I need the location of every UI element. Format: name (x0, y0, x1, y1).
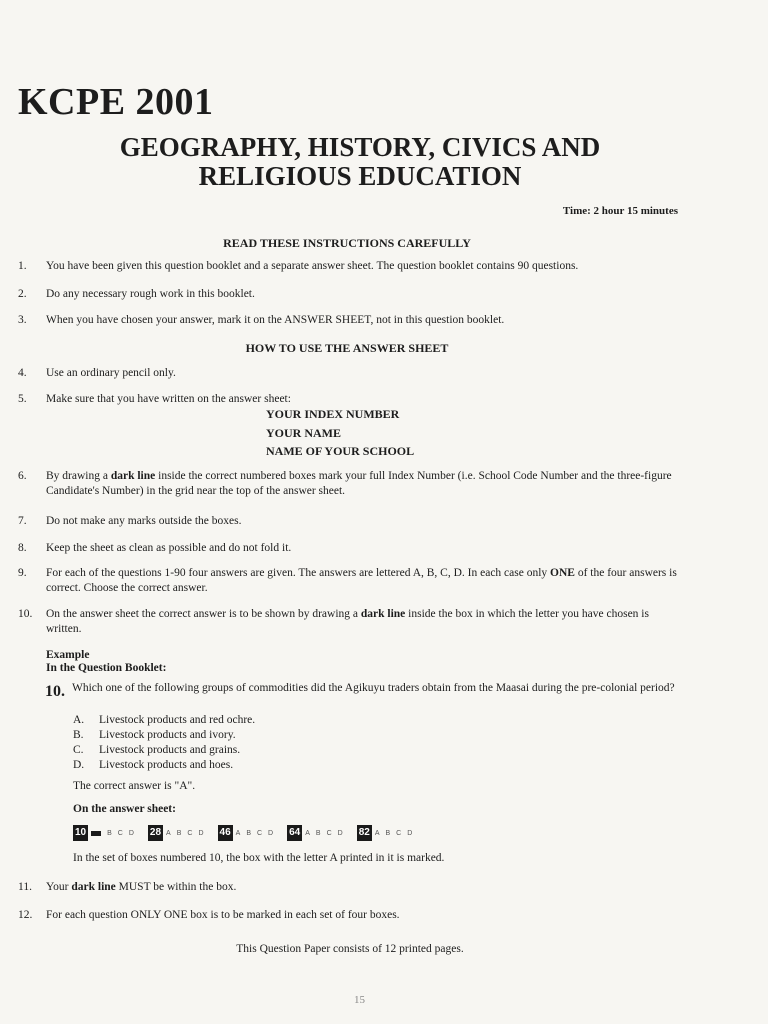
instruction-item (18, 908, 686, 923)
option-letter: D. (73, 759, 85, 771)
item-number: 5. (18, 393, 27, 405)
answer-box: C (187, 829, 193, 837)
grid-question-number: 10 (73, 825, 88, 841)
grid-question-number: 82 (357, 825, 372, 841)
option-item (73, 743, 255, 758)
item-text: You have been given this question booklet and a separate answer sheet. The question booklet contains 90 questions. (46, 260, 579, 272)
item-text: MUST be within the box. (115, 881, 237, 893)
answer-box: B (315, 829, 321, 837)
instructions-heading: READ THESE INSTRUCTIONS CAREFULLY (223, 236, 471, 250)
item-number: 10. (18, 608, 33, 620)
item-text-bold: dark line (71, 881, 116, 893)
answer-box: D (407, 829, 413, 837)
option-item (73, 728, 255, 743)
option-text: Livestock products and hoes. (99, 759, 234, 771)
item-text-bold: ONE (550, 567, 575, 579)
booklet-label: In the Question Booklet: (46, 662, 167, 674)
answer-box: C (396, 829, 402, 837)
required-field: YOUR NAME (266, 425, 341, 440)
answer-box: A (235, 829, 241, 837)
answer-box: C (117, 829, 123, 837)
answer-box: B (246, 829, 251, 837)
item-text-bold: dark line (110, 470, 156, 482)
grid-note: In the set of boxes numbered 10, the box with the letter A printed in it is marked. (73, 852, 445, 864)
answer-box: D (198, 829, 204, 837)
item-number: 6. (18, 470, 27, 482)
required-fields (266, 405, 414, 461)
item-text: Use an ordinary pencil only. (46, 367, 176, 379)
item-number: 8. (18, 542, 27, 554)
item-text: For each question ONLY ONE box is to be marked in each set of four boxes. (46, 909, 400, 921)
item-number: 4. (18, 367, 27, 379)
page-count-note: This Question Paper consists of 12 printed pages. (236, 943, 464, 955)
item-number: 7. (18, 515, 27, 527)
item-number: 3. (18, 314, 27, 326)
instruction-item (18, 566, 686, 596)
instruction-item (18, 880, 686, 895)
instruction-item (18, 514, 686, 529)
answer-box: A (305, 829, 310, 837)
item-text: Keep the sheet as clean as possible and do not fold it. (46, 542, 292, 554)
item-number: 1. (18, 260, 27, 272)
option-text: Livestock products and ivory. (99, 729, 236, 741)
item-text: inside the box in which the letter you have chosen is written. (46, 608, 649, 635)
option-text: Livestock products and red ochre. (99, 714, 256, 726)
instruction-item (18, 469, 686, 499)
instruction-item (18, 259, 686, 274)
item-number: 11. (18, 881, 32, 893)
item-text-bold: dark line (360, 608, 406, 620)
item-text: By drawing a (46, 470, 111, 482)
required-field: YOUR INDEX NUMBER (266, 407, 400, 421)
subject-line-2: RELIGIOUS EDUCATION (198, 161, 522, 191)
answer-sheet-label: On the answer sheet: (73, 803, 176, 815)
required-field: NAME OF YOUR SCHOOL (266, 444, 415, 458)
item-text: Make sure that you have written on the answer sheet: (46, 393, 291, 405)
option-item (73, 713, 255, 728)
answer-grid-group (287, 825, 349, 841)
option-item (73, 758, 255, 773)
item-text: Do not make any marks outside the boxes. (46, 515, 242, 527)
item-text: of the four answers is correct. Choose the correct answer. (46, 567, 677, 594)
correct-answer-text: The correct answer is "A". (73, 780, 196, 792)
item-number: 2. (18, 288, 27, 300)
answer-box: B (385, 829, 391, 837)
grid-question-number: 28 (148, 825, 163, 841)
example-question-number: 10. (45, 683, 65, 700)
item-text: inside the correct numbered boxes mark your full Index Number (i.e. School Code Number and the three-figure Candidate's Number) in the grid near the top of the answer sheet. (46, 470, 672, 497)
instruction-item (18, 541, 686, 556)
example-options (73, 713, 255, 773)
instruction-item (18, 313, 686, 328)
instruction-item (18, 366, 686, 381)
subject-line-1: GEOGRAPHY, HISTORY, CIVICS AND (119, 132, 601, 162)
answer-grid-group (148, 825, 210, 841)
answer-box: C (326, 829, 332, 837)
grid-question-number: 46 (218, 825, 233, 841)
answer-box: B (107, 829, 112, 837)
item-text: Do any necessary rough work in this booklet. (46, 288, 255, 300)
answer-sheet-heading: HOW TO USE THE ANSWER SHEET (245, 341, 449, 355)
answer-box: C (256, 829, 263, 837)
exam-title: KCPE 2001 (18, 81, 214, 123)
answer-box: B (176, 829, 182, 837)
subject-title (40, 133, 680, 191)
example-label: Example (46, 649, 90, 661)
answer-grid-group (73, 825, 140, 841)
answer-box: D (128, 829, 134, 837)
item-text: For each of the questions 1-90 four answers are given. The answers are lettered A, B, C, D. In each case only (46, 567, 551, 579)
answer-grid-group (218, 825, 280, 841)
time-allowed: Time: 2 hour 15 minutes (562, 205, 678, 217)
option-letter: C. (73, 744, 84, 756)
answer-box: D (268, 829, 274, 837)
option-letter: B. (73, 729, 84, 741)
instruction-item (18, 287, 686, 302)
item-text: When you have chosen your answer, mark it on the ANSWER SHEET, not in this question booklet. (46, 314, 505, 326)
answer-box: A (166, 829, 171, 837)
option-text: Livestock products and grains. (99, 744, 241, 756)
instruction-item (18, 607, 686, 637)
item-number: 9. (18, 567, 27, 579)
page-number: 15 (354, 994, 365, 1006)
item-number: 12. (18, 909, 33, 921)
option-letter: A. (73, 714, 85, 726)
answer-sheet-grid (73, 824, 426, 842)
answer-grid-group (357, 825, 419, 841)
item-text: Your (46, 881, 72, 893)
answer-box: D (337, 829, 343, 837)
answer-box: A (374, 829, 380, 837)
item-text: On the answer sheet the correct answer is to be shown by drawing a (46, 608, 361, 620)
grid-question-number: 64 (287, 825, 302, 841)
marked-answer-box (91, 831, 101, 836)
example-question: Which one of the following groups of commodities did the Agikuyu traders obtain from the Maasai during the pre-colonial period? (72, 682, 675, 694)
